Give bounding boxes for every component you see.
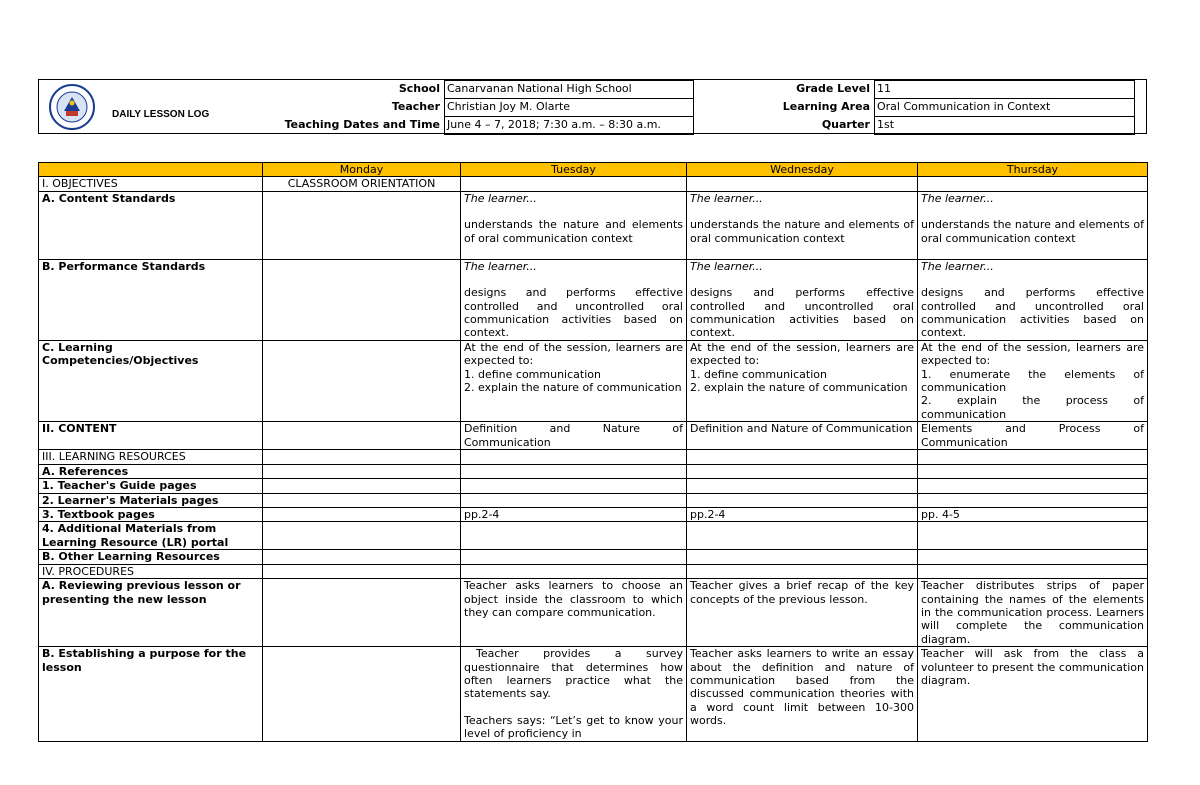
row-label-competencies: C. Learning Competencies/Objectives <box>39 340 263 421</box>
teaching-dates-label: Teaching Dates and Time <box>284 117 440 131</box>
school-label: School <box>398 81 440 95</box>
cell-rev-wednesday: Teacher gives a brief recap of the key concepts of the previous lesson. <box>687 579 918 647</box>
table-row <box>39 340 1148 421</box>
school-value: Canarvanan National High School <box>445 81 694 99</box>
cell-tb-thursday: pp. 4-5 <box>918 507 1148 521</box>
day-thursday: Thursday <box>918 163 1148 177</box>
row-label-content: II. CONTENT <box>39 422 263 450</box>
learning-area-value: Oral Communication in Context <box>875 99 1135 117</box>
cell-rev-thursday: Teacher distributes strips of paper containing the names of the elements in the communication process. Learners will complete the communication diagram. <box>918 579 1148 647</box>
cell-pur-thursday: Teacher will ask from the class a volunteer to present the communication diagram. <box>918 647 1148 742</box>
cell-tb-tuesday: pp.2-4 <box>461 507 687 521</box>
table-row <box>39 422 1148 450</box>
table-row <box>39 450 1148 464</box>
table-row <box>39 464 1148 478</box>
cell-tb-wednesday: pp.2-4 <box>687 507 918 521</box>
table-row <box>39 507 1148 521</box>
school-info-table <box>262 80 1135 135</box>
header-box <box>38 79 1147 134</box>
teacher-label: Teacher <box>391 99 440 113</box>
corner-cell <box>39 163 263 177</box>
cell-ps-tuesday: The learner... designs and performs effective controlled and uncontrolled oral communication activities based on context. <box>461 259 687 340</box>
deped-seal-icon <box>42 83 102 131</box>
table-row <box>39 259 1148 340</box>
table-row <box>39 647 1148 742</box>
row-label-references: A. References <box>39 464 263 478</box>
cell-comp-thursday: At the end of the session, learners are expected to: 1. enumerate the elements of communication 2. explain the process of communication <box>918 340 1148 421</box>
row-label-performance-standards: B. Performance Standards <box>39 259 263 340</box>
cell-content-wednesday: Definition and Nature of Communication <box>687 422 918 450</box>
teacher-value: Christian Joy M. Olarte <box>445 99 694 117</box>
row-label-procedures: IV. PROCEDURES <box>39 564 263 578</box>
cell-cs-tuesday: The learner... understands the nature and elements of oral communication context <box>461 191 687 259</box>
row-label-learners-materials: 2. Learner's Materials pages <box>39 493 263 507</box>
row-label-content-standards: A. Content Standards <box>39 191 263 259</box>
cell-pur-tuesday: Teacher provides a survey questionnaire that determines how often learners practice what the statements say. Teachers says: “Let’s get to know your level of proficiency in <box>461 647 687 742</box>
row-label-learning-resources: III. LEARNING RESOURCES <box>39 450 263 464</box>
table-row <box>39 479 1148 493</box>
cell-content-thursday: Elements and Process of Communication <box>918 422 1148 450</box>
row-label-additional-materials: 4. Additional Materials from Learning Resource (LR) portal <box>39 522 263 550</box>
cell-ps-thursday: The learner... designs and performs effective controlled and uncontrolled oral communication activities based on context. <box>918 259 1148 340</box>
row-label-teachers-guide: 1. Teacher's Guide pages <box>39 479 263 493</box>
table-row <box>39 177 1148 191</box>
cell-content-tuesday: Definition and Nature of Communication <box>461 422 687 450</box>
cell-comp-tuesday: At the end of the session, learners are expected to: 1. define communication 2. explain the nature of communication <box>461 340 687 421</box>
day-header-row <box>39 163 1148 177</box>
table-row <box>39 522 1148 550</box>
teaching-dates-value: June 4 – 7, 2018; 7:30 a.m. – 8:30 a.m. <box>445 117 694 135</box>
table-row <box>39 564 1148 578</box>
cell-ps-wednesday: The learner... designs and performs effective controlled and uncontrolled oral communication activities based on context. <box>687 259 918 340</box>
table-row <box>39 579 1148 647</box>
quarter-label: Quarter <box>821 117 870 131</box>
row-label-purpose: B. Establishing a purpose for the lesson <box>39 647 263 742</box>
day-monday: Monday <box>263 163 461 177</box>
cell-rev-tuesday: Teacher asks learners to choose an object inside the classroom to which they can compare communication. <box>461 579 687 647</box>
table-row <box>39 550 1148 564</box>
day-tuesday: Tuesday <box>461 163 687 177</box>
cell-comp-wednesday: At the end of the session, learners are expected to: 1. define communication 2. explain the nature of communication <box>687 340 918 421</box>
row-label-other-resources: B. Other Learning Resources <box>39 550 263 564</box>
learning-area-label: Learning Area <box>782 99 870 113</box>
grade-level-label: Grade Level <box>796 81 870 95</box>
row-label-objectives: I. OBJECTIVES <box>39 177 263 191</box>
grade-level-value: 11 <box>875 81 1135 99</box>
row-label-reviewing: A. Reviewing previous lesson or presenting the new lesson <box>39 579 263 647</box>
monday-note: CLASSROOM ORIENTATION <box>263 177 461 191</box>
cell-pur-wednesday: Teacher asks learners to write an essay about the definition and nature of communication based from the discussed communication theories with a word count limit between 10-300 words. <box>687 647 918 742</box>
cell-cs-wednesday: The learner... understands the nature and elements of oral communication context <box>687 191 918 259</box>
row-label-textbook: 3. Textbook pages <box>39 507 263 521</box>
quarter-value: 1st <box>875 117 1135 135</box>
cell-cs-thursday: The learner... understands the nature and elements of oral communication context <box>918 191 1148 259</box>
day-wednesday: Wednesday <box>687 163 918 177</box>
table-row <box>39 493 1148 507</box>
table-row <box>39 191 1148 259</box>
lesson-log-table <box>38 162 1148 742</box>
daily-lesson-log-title: DAILY LESSON LOG <box>112 109 210 120</box>
